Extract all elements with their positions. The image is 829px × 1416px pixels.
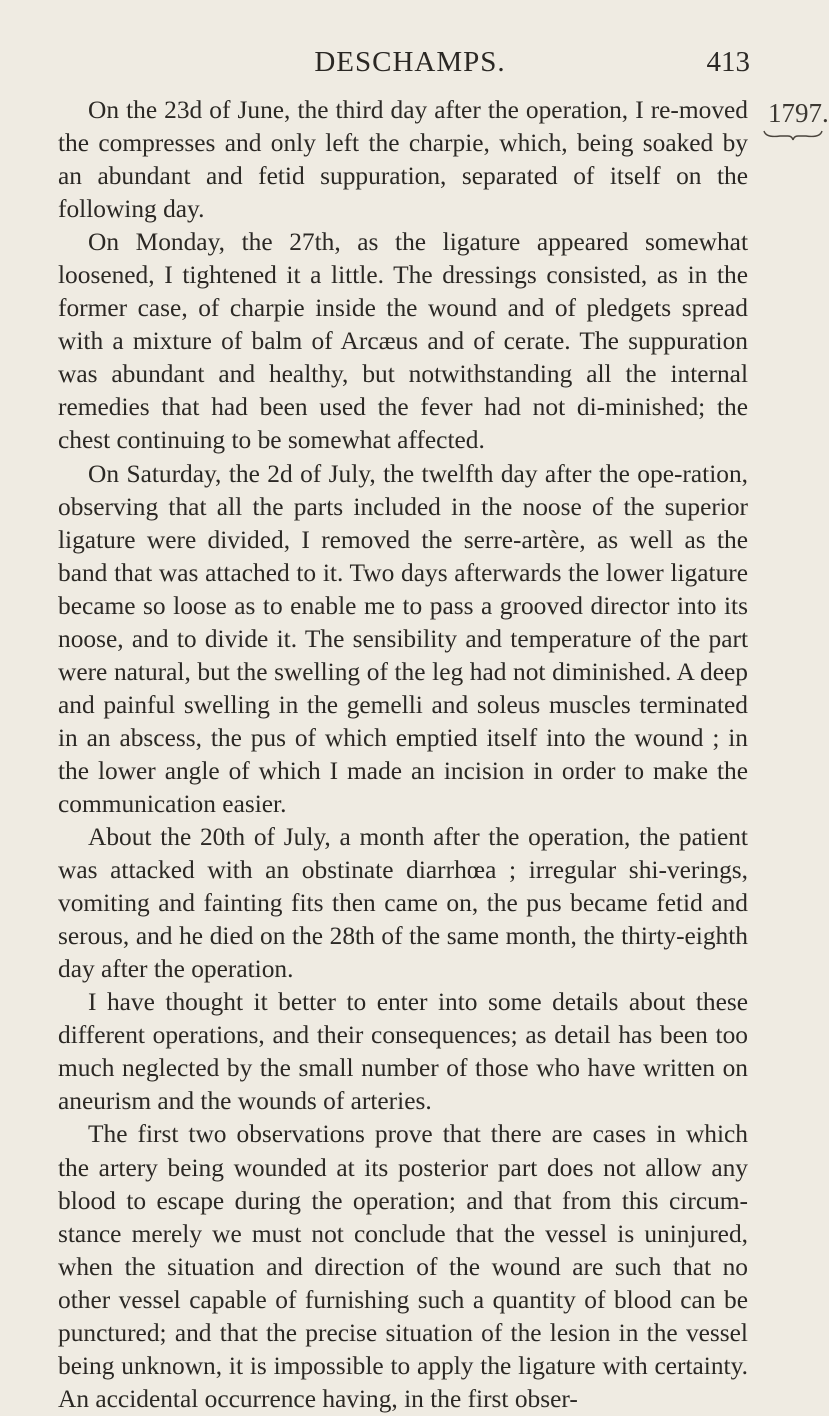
- page-number: 413: [706, 46, 750, 78]
- running-title: DESCHAMPS.: [314, 46, 506, 78]
- paragraph-6: The first two observations prove that there are cases in which the artery being wounded at its posterior part does not allow any blood to escape during the operation; and that from this circum-stance merely we must not conclude that the vessel is uninjured, when the situation and direction of the wound are such that no other vessel capable of furnishing such a quantity of blood can be punctured; and that the precise situation of the lesion in the vessel being unknown, it is impossible to apply the ligature with certainty. An accidental occurrence having, in the first obser-: [58, 1120, 748, 1413]
- body-text: [58, 94, 748, 1416]
- paragraph-5: I have thought it better to enter into some details about these different operations, and their consequences; as detail has been too much neglected by the small number of those who have written on aneurism and the wounds of arteries.: [58, 988, 748, 1116]
- margin-brace-mark: [762, 128, 824, 142]
- paragraph-2: On Monday, the 27th, as the ligature appeared somewhat loosened, I tightened it a little. The dressings consisted, as in the former case, of charpie inside the wound and of pledgets spread with a mixture of balm of Arcæus and of cerate. The suppuration was abundant and healthy, but notwithstanding all the internal remedies that had been used the fever had not di-minished; the chest continuing to be somewhat affected.: [58, 228, 748, 455]
- running-head: [70, 46, 750, 86]
- paragraph-3: On Saturday, the 2d of July, the twelfth day after the ope-ration, observing that all the parts included in the noose of the superior ligature were divided, I removed the serre-artère, as well as the band that was attached to it. Two days afterwards the lower ligature became so loose as to enable me to pass a grooved director into its noose, and to divide it. The sensibility and temperature of the part were natural, but the swelling of the leg had not diminished. A deep and painful swelling in the gemelli and soleus muscles terminated in an abscess, the pus of which emptied itself into the wound ; in the lower angle of which I made an incision in order to make the communication easier.: [58, 459, 748, 818]
- margin-year-note: 1797.: [768, 98, 829, 128]
- paragraph-4: About the 20th of July, a month after the operation, the patient was attacked with an obstinate diarrhœa ; irregular shi-verings, vomiting and fainting fits then came on, the pus became fetid and serous, and he died on the 28th of the same month, the thirty-eighth day after the operation.: [58, 823, 748, 984]
- paragraph-1: On the 23d of June, the third day after the operation, I re-moved the compresses and only left the charpie, which, being soaked by an abundant and fetid suppuration, separated of itself on the following day.: [58, 96, 748, 224]
